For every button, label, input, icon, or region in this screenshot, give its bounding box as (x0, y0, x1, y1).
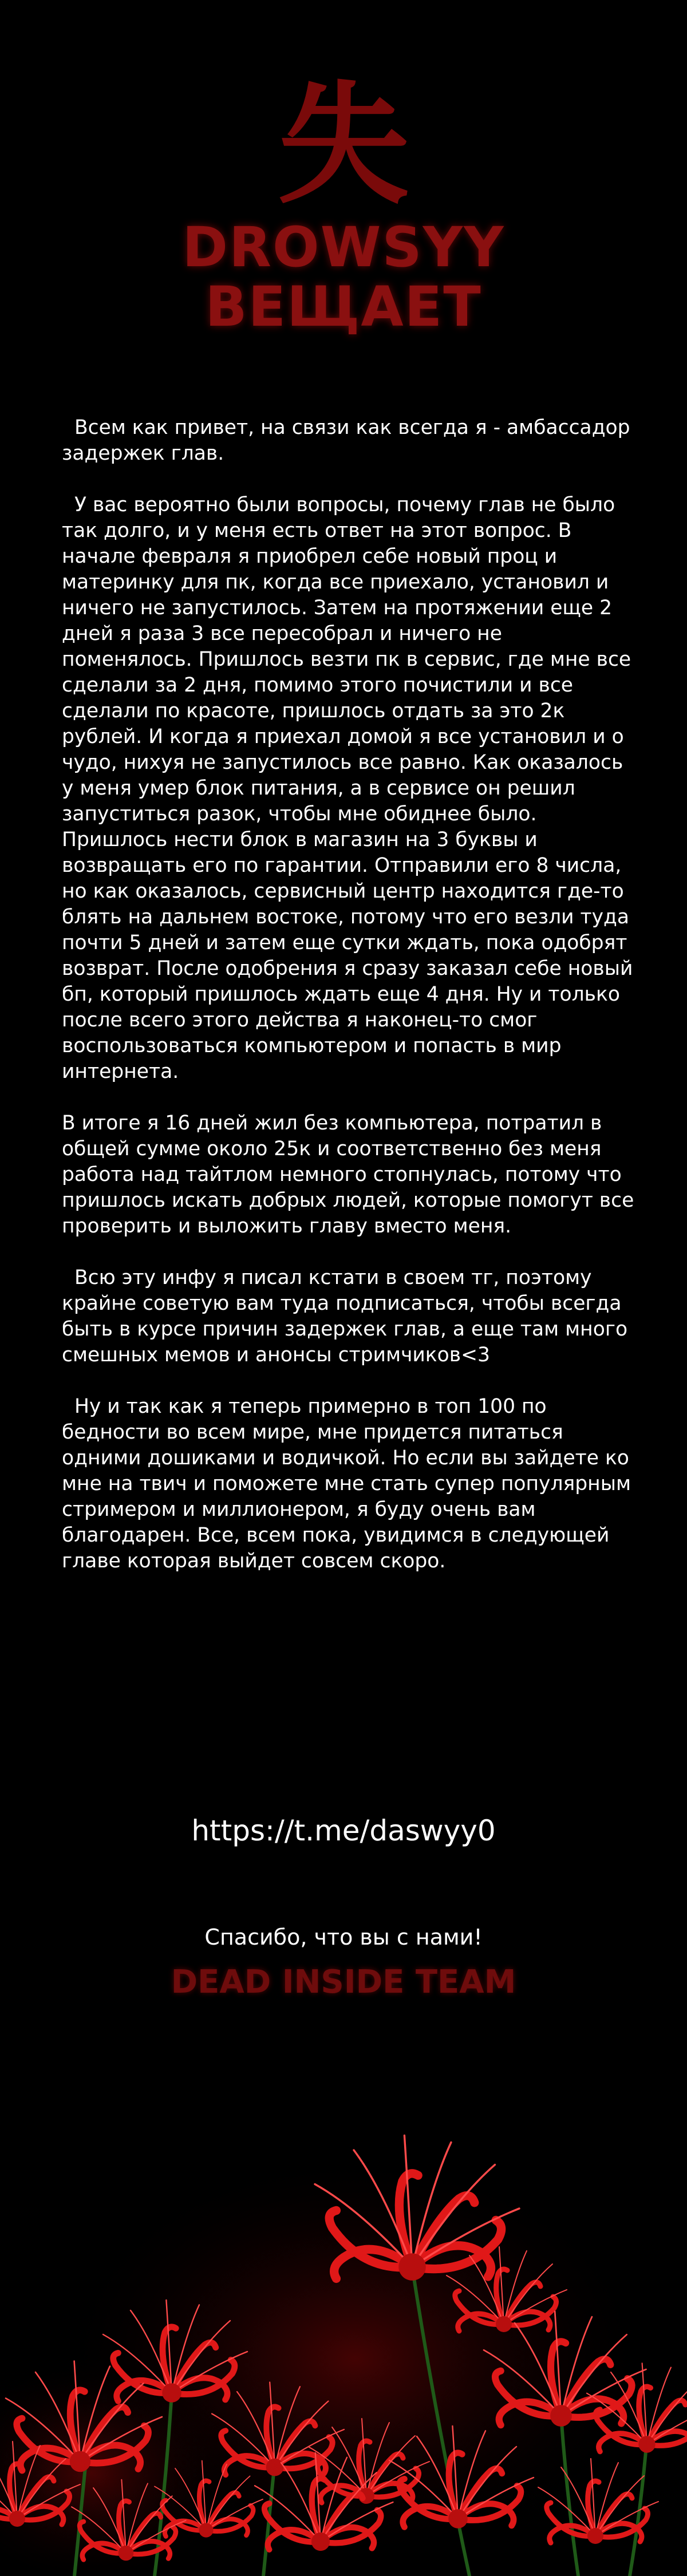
header (0, 69, 687, 339)
team-name: DEAD INSIDE TEAM (171, 1963, 516, 2001)
spider-lily-decoration (0, 2118, 687, 2576)
paragraph-telegram: Всю эту инфу я писал кстати в своем тг, поэтому крайне советую вам туда подписаться, чтобы всегда быть в курсе причин задержек глав, а еще там много смешных мемов и анонсы стримчиков<3 (62, 1266, 634, 1366)
title-line-2: ВЕЩАЕТ (205, 275, 482, 339)
kanji-logo: 失 (277, 69, 409, 222)
paragraph-story: У вас вероятно были вопросы, почему глав не было так долго, и у меня есть ответ на этот вопрос. В начале февраля я приобрел себе новый проц и материнку для пк, когда все приехало, установил и ничего не запустилось. Затем на протяжении еще 2 дней я раза 3 все пересобрал и ничего не поменялось. Пришлось везти пк в сервис, где мне все сделали за 2 дня, помимо этого почистили и все сделали по красоте, пришлось отдать за это 2к рублей. И когда я приехал домой я все установил и о чудо, нихуя не запустилось все равно. Как оказалось у меня умер блок питания, а в сервисе он решил запуститься разок, чтобы мне обиднее было. Пришлось нести блок в магазин на 3 буквы и возвращать его по гарантии. Отправили его 8 числа, но как оказалось, сервисный центр находится где-то блять на дальнем востоке, потому что его везли туда почти 5 дней и затем еще сутки ждать, пока одобрят возврат. После одобрения я сразу заказал себе новый бп, который пришлось ждать еще 4 дня. Ну и только после всего этого действа я наконец-то смог воспользоваться компьютером и попасть в мир интернета. (62, 493, 639, 1083)
title-line-1: DROWSYY (182, 215, 505, 279)
paragraph-greeting: Всем как привет, на связи как всегда я - амбассадор задержек глав. (62, 416, 637, 465)
thanks-text: Спасибо, что вы с нами! (204, 1925, 483, 1950)
paragraph-summary: В итоге я 16 дней жил без компьютера, потратил в общей сумме около 25к и соответственно без меня работа над тайтлом немного стопнулась, потому что пришлось искать добрых людей, которые помогут все проверить и выложить главу вместо меня. (62, 1112, 641, 1238)
telegram-link[interactable]: https://t.me/daswyy0 (191, 1814, 496, 1847)
paragraph-twitch: Ну и так как я теперь примерно в топ 100 по бедности во всем мире, мне придется питаться одними дошиками и водичкой. Но если вы зайдете ко мне на твич и поможете мне стать супер популярным стримером и миллионером, я буду очень вам благодарен. Все, всем пока, увидимся в следующей главе которая выйдет совсем скоро. (62, 1395, 637, 1573)
announcement-text (62, 415, 641, 1600)
